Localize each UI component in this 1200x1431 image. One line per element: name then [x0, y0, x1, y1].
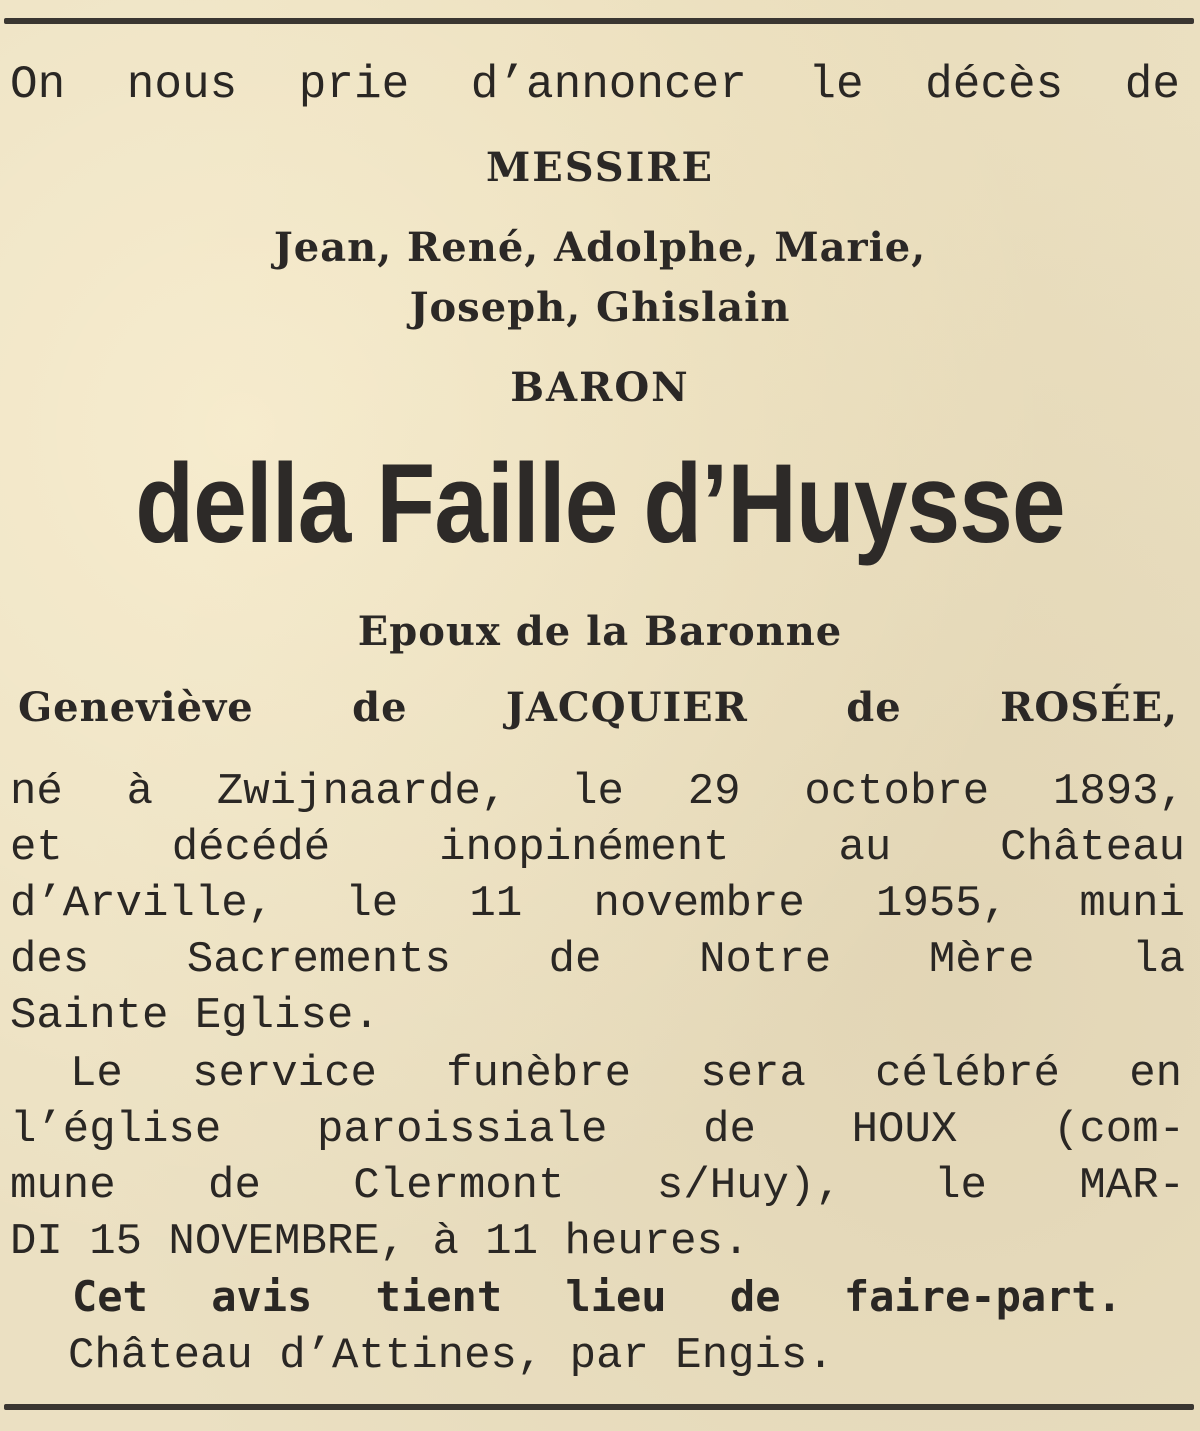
spouse-line-1: Epoux de la Baronne — [357, 608, 843, 655]
top-border-rule — [4, 18, 1194, 24]
body-line-death: et décédé inopinément au Château — [10, 823, 1185, 873]
title-heading: BARON — [510, 364, 690, 411]
body-line-church: Sainte Eglise. — [10, 991, 380, 1041]
faire-part-notice: Cet avis tient lieu de faire-part. — [72, 1272, 1122, 1321]
honorific-heading: MESSIRE — [485, 144, 715, 191]
surname-heading: della Faille d’Huysse — [135, 441, 1065, 566]
service-line-1: Le service funèbre sera célébré en — [70, 1049, 1182, 1099]
service-line-2: l’église paroissiale de HOUX (com- — [10, 1105, 1185, 1155]
body-line-date: d’Arville, le 11 novembre 1955, muni — [10, 879, 1185, 929]
given-names-line-1: Jean, René, Adolphe, Marie, — [273, 224, 927, 271]
given-names-line-2: Joseph, Ghislain — [409, 284, 791, 331]
intro-line: On nous prie d’annoncer le décès de — [10, 59, 1180, 111]
body-line-birth: né à Zwijnaarde, le 29 octobre 1893, — [10, 767, 1185, 817]
bottom-border-rule — [4, 1404, 1194, 1410]
service-line-4: DI 15 NOVEMBRE, à 11 heures. — [10, 1217, 750, 1267]
body-line-sacraments: des Sacrements de Notre Mère la — [10, 935, 1185, 985]
spouse-line-2: Geneviève de JACQUIER de ROSÉE, — [18, 684, 1178, 731]
service-line-3: mune de Clermont s/Huy), le MAR- — [10, 1161, 1185, 1211]
address-line: Château d’Attines, par Engis. — [68, 1331, 834, 1381]
